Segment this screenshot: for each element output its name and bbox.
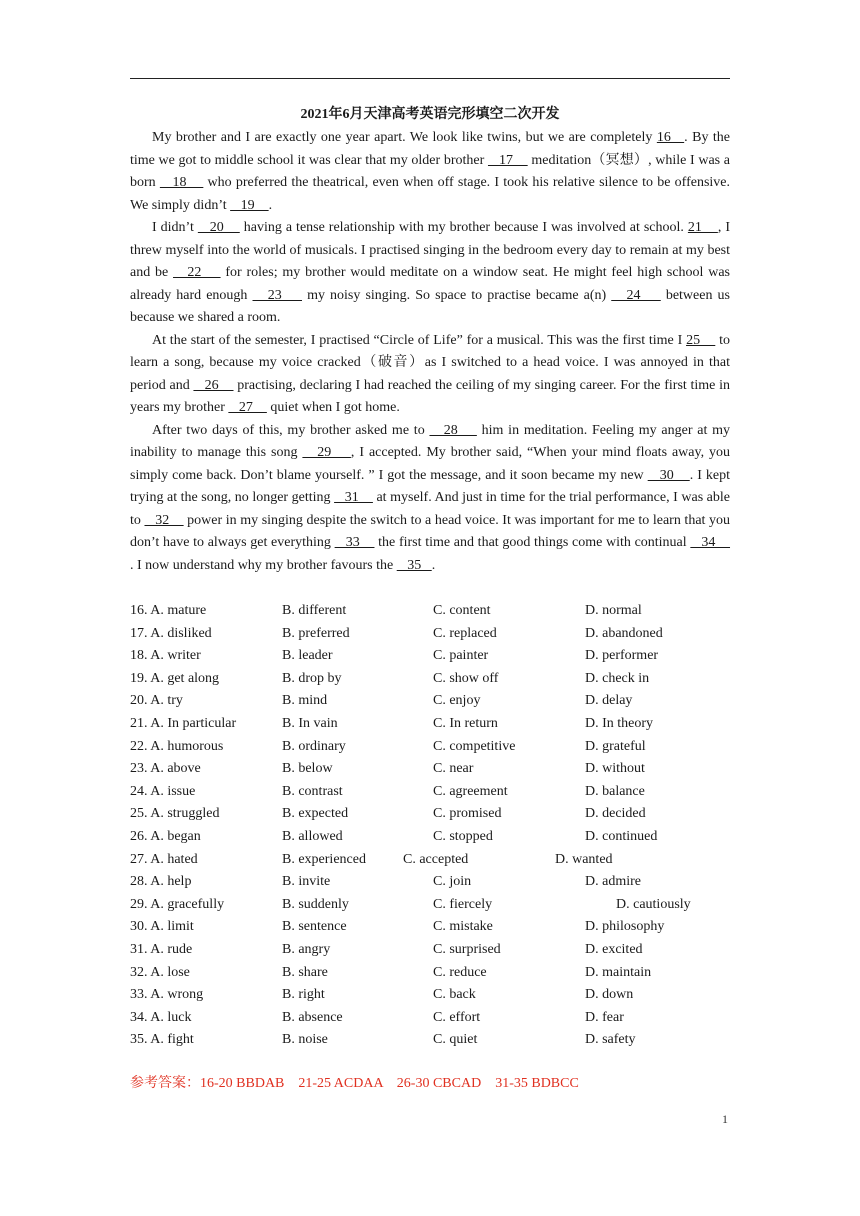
passage-text: him in meditation. Feeling my anger at my inability to manage this song xyxy=(130,422,731,460)
passage-paragraph xyxy=(130,330,730,420)
passage-text: . I kept trying at the song, no longer getting xyxy=(130,467,730,505)
option-choice: B. different xyxy=(282,603,347,618)
blank-number: 25 xyxy=(686,332,716,348)
option-row xyxy=(130,1007,730,1030)
option-choice: D. philosophy xyxy=(585,919,665,935)
option-choice: C. enjoy xyxy=(433,693,481,709)
passage-text: . xyxy=(431,557,436,573)
option-choice: C. show off xyxy=(433,670,499,686)
blank-number: 31 xyxy=(334,490,373,505)
option-choice: D. decided xyxy=(585,806,646,822)
option-choice: B. In vain xyxy=(282,715,338,731)
option-row xyxy=(130,781,730,804)
option-choice: C. In return xyxy=(433,715,498,731)
option-row xyxy=(130,623,730,646)
option-choice: D. wanted xyxy=(555,851,613,867)
option-row xyxy=(130,645,730,668)
passage-text: having a tense relationship with my brother because I was involved at school. xyxy=(239,220,688,235)
option-choice: D. maintain xyxy=(585,964,652,980)
option-choice: C. surprised xyxy=(433,941,501,957)
option-choice: C. effort xyxy=(433,1009,481,1025)
option-row xyxy=(130,600,730,623)
option-choice: C. replaced xyxy=(433,625,497,641)
option-choice: 35. A. fight xyxy=(130,1032,194,1048)
option-choice: C. accepted xyxy=(403,851,469,867)
cloze-passage xyxy=(130,127,730,577)
option-choice: B. suddenly xyxy=(282,896,349,912)
option-row xyxy=(130,736,730,759)
blank-number: 30 xyxy=(647,467,690,483)
option-row xyxy=(130,849,730,872)
option-choice: B. drop by xyxy=(282,670,342,686)
option-choice: B. experienced xyxy=(282,851,366,867)
option-choice: C. join xyxy=(433,874,472,890)
option-choice: 34. A. luck xyxy=(130,1009,192,1025)
option-choice: 32. A. lose xyxy=(130,964,190,980)
passage-text: , I threw myself into the world of musicals. I practised singing in the bedroom every day to remain at my best and be xyxy=(130,220,731,280)
option-row xyxy=(130,803,730,826)
option-choice: B. invite xyxy=(282,874,331,890)
option-choice: 33. A. wrong xyxy=(130,987,204,1003)
blank-number: 21 xyxy=(687,220,718,235)
option-choice: C. mistake xyxy=(433,919,493,935)
option-choice: 24. A. issue xyxy=(130,783,196,799)
option-choice: B. absence xyxy=(282,1009,343,1025)
passage-text: . I now understand why my brother favours the xyxy=(130,557,397,573)
option-choice: B. preferred xyxy=(282,625,350,641)
option-choice: C. painter xyxy=(433,648,489,664)
blank-number: 33 xyxy=(334,535,375,550)
option-choice: B. share xyxy=(282,964,328,980)
option-choice: B. expected xyxy=(282,806,349,822)
option-choice: D. delay xyxy=(585,693,633,709)
option-choice: D. grateful xyxy=(585,738,646,754)
option-choice: B. mind xyxy=(282,693,328,709)
option-choice: 17. A. disliked xyxy=(130,625,212,641)
option-row xyxy=(130,713,730,736)
option-choice: C. agreement xyxy=(433,783,508,799)
option-choice: D. without xyxy=(585,761,645,777)
option-choice: D. down xyxy=(585,987,634,1003)
option-choice: D. fear xyxy=(585,1009,624,1025)
option-choice: D. normal xyxy=(585,603,642,618)
passage-paragraph xyxy=(130,217,730,330)
option-choice: 19. A. get along xyxy=(130,670,220,686)
option-choice: C. competitive xyxy=(433,738,516,754)
option-choice: 25. A. struggled xyxy=(130,806,220,822)
passage-paragraph xyxy=(130,420,730,578)
option-row xyxy=(130,939,730,962)
option-choice: 18. A. writer xyxy=(130,648,201,664)
passage-text: . By the time we got to middle school it was clear that my older brother xyxy=(130,130,730,168)
blank-number: 22 xyxy=(173,265,221,280)
passage-text: at myself. And just in time for the trial performance, I was able to xyxy=(130,490,731,528)
blank-number: 20 xyxy=(197,220,240,235)
passage-paragraph xyxy=(130,127,730,217)
page-number: 1 xyxy=(722,1112,728,1126)
blank-number: 34 xyxy=(690,535,731,550)
option-choice: D. continued xyxy=(585,828,658,844)
passage-text: . xyxy=(268,197,273,213)
option-choice: B. noise xyxy=(282,1032,328,1048)
option-row xyxy=(130,984,730,1007)
option-choice: C. back xyxy=(433,987,476,1003)
passage-text: power in my singing despite the switch to a head voice. It was important for me to learn that you don’t have to always get everything xyxy=(130,512,731,550)
option-choice: D. cautiously xyxy=(616,896,691,912)
option-choice: B. below xyxy=(282,761,333,777)
option-row xyxy=(130,894,730,917)
option-choice: 28. A. help xyxy=(130,874,192,890)
option-choice: D. admire xyxy=(585,874,641,890)
passage-text: the first time and that good things come with continual xyxy=(374,535,691,550)
blank-number: 28 xyxy=(429,422,477,438)
option-row xyxy=(130,1029,730,1052)
passage-text: My brother and I are exactly one year apart. We look like twins, but we are completely xyxy=(152,130,657,145)
answer-options xyxy=(130,600,730,1052)
blank-number: 23 xyxy=(252,287,302,303)
option-row xyxy=(130,690,730,713)
blank-number: 35 xyxy=(396,557,432,573)
option-choice: C. reduce xyxy=(433,964,487,980)
passage-text: between us because we shared a room. xyxy=(130,287,730,325)
passage-text: who preferred the theatrical, even when off stage. I took his relative silence to be offensive. We simply didn’t xyxy=(130,175,731,213)
passage-text: meditation（冥想）, while I was a born xyxy=(130,152,731,190)
blank-number: 18 xyxy=(159,175,204,190)
option-choice: 22. A. humorous xyxy=(130,738,224,754)
option-choice: 26. A. began xyxy=(130,828,201,844)
option-choice: D. In theory xyxy=(585,715,654,731)
option-choice: C. promised xyxy=(433,806,502,822)
option-choice: B. angry xyxy=(282,941,331,957)
blank-number: 16 xyxy=(656,130,685,145)
option-choice: B. sentence xyxy=(282,919,347,935)
blank-number: 27 xyxy=(228,400,267,415)
option-choice: 31. A. rude xyxy=(130,941,193,957)
header-rule xyxy=(130,78,730,79)
answer-key: 参考答案：16-20 BBDAB 21-25 ACDAA 26-30 CBCAD 31-35 BDBCC xyxy=(130,1076,579,1091)
option-choice: 23. A. above xyxy=(130,761,201,777)
passage-text: to learn a song, because my voice cracked（破音）as I switched to a head voice. I was annoyed in that period and xyxy=(130,332,730,393)
option-choice: D. abandoned xyxy=(585,625,663,641)
document-title: 2021年6月天津高考英语完形填空二次开发 xyxy=(300,107,560,122)
option-choice: D. safety xyxy=(585,1032,636,1048)
passage-text: quiet when I got home. xyxy=(266,400,400,415)
passage-text: for roles; my brother would meditate on a window seat. He might feel high school was already hard enough xyxy=(130,265,730,303)
option-row xyxy=(130,871,730,894)
option-choice: D. excited xyxy=(585,941,643,957)
option-choice: 29. A. gracefully xyxy=(130,896,225,912)
passage-text: , I accepted. My brother said, “When your mind floats away, you simply come back. Don’t blame yourself. ” I got the message, and it soon became my new xyxy=(130,445,731,483)
blank-number: 32 xyxy=(144,512,184,528)
option-choice: C. stopped xyxy=(433,828,493,844)
option-choice: 16. A. mature xyxy=(130,603,207,618)
option-choice: 30. A. limit xyxy=(130,919,194,935)
passage-text: After two days of this, my brother asked me to xyxy=(152,422,430,438)
passage-text: practising, declaring I had reached the ceiling of my singing career. For the first time in years my brother xyxy=(130,377,731,415)
option-choice: 27. A. hated xyxy=(130,851,198,867)
option-row xyxy=(130,826,730,849)
blank-number: 17 xyxy=(487,152,528,168)
passage-text: I didn’t xyxy=(152,220,198,235)
option-choice: B. allowed xyxy=(282,828,343,844)
option-row xyxy=(130,916,730,939)
passage-text: At the start of the semester, I practised “Circle of Life” for a musical. This was the first time I xyxy=(152,332,687,348)
option-row xyxy=(130,962,730,985)
option-choice: C. fiercely xyxy=(433,896,493,912)
option-choice: 20. A. try xyxy=(130,693,183,709)
blank-number: 26 xyxy=(193,377,234,393)
option-row xyxy=(130,668,730,691)
blank-number: 19 xyxy=(230,197,269,213)
blank-number: 29 xyxy=(302,445,351,460)
option-choice: D. balance xyxy=(585,783,645,799)
passage-text: my noisy singing. So space to practise became a(n) xyxy=(302,287,612,303)
option-choice: D. performer xyxy=(585,648,659,664)
option-choice: B. contrast xyxy=(282,783,343,799)
option-row xyxy=(130,758,730,781)
option-choice: C. content xyxy=(433,603,491,618)
option-choice: 21. A. In particular xyxy=(130,715,237,731)
option-choice: C. near xyxy=(433,761,474,777)
option-choice: D. check in xyxy=(585,670,650,686)
option-choice: C. quiet xyxy=(433,1032,478,1048)
option-choice: B. ordinary xyxy=(282,738,346,754)
option-choice: B. leader xyxy=(282,648,333,664)
option-choice: B. right xyxy=(282,987,325,1003)
blank-number: 24 xyxy=(611,287,661,303)
